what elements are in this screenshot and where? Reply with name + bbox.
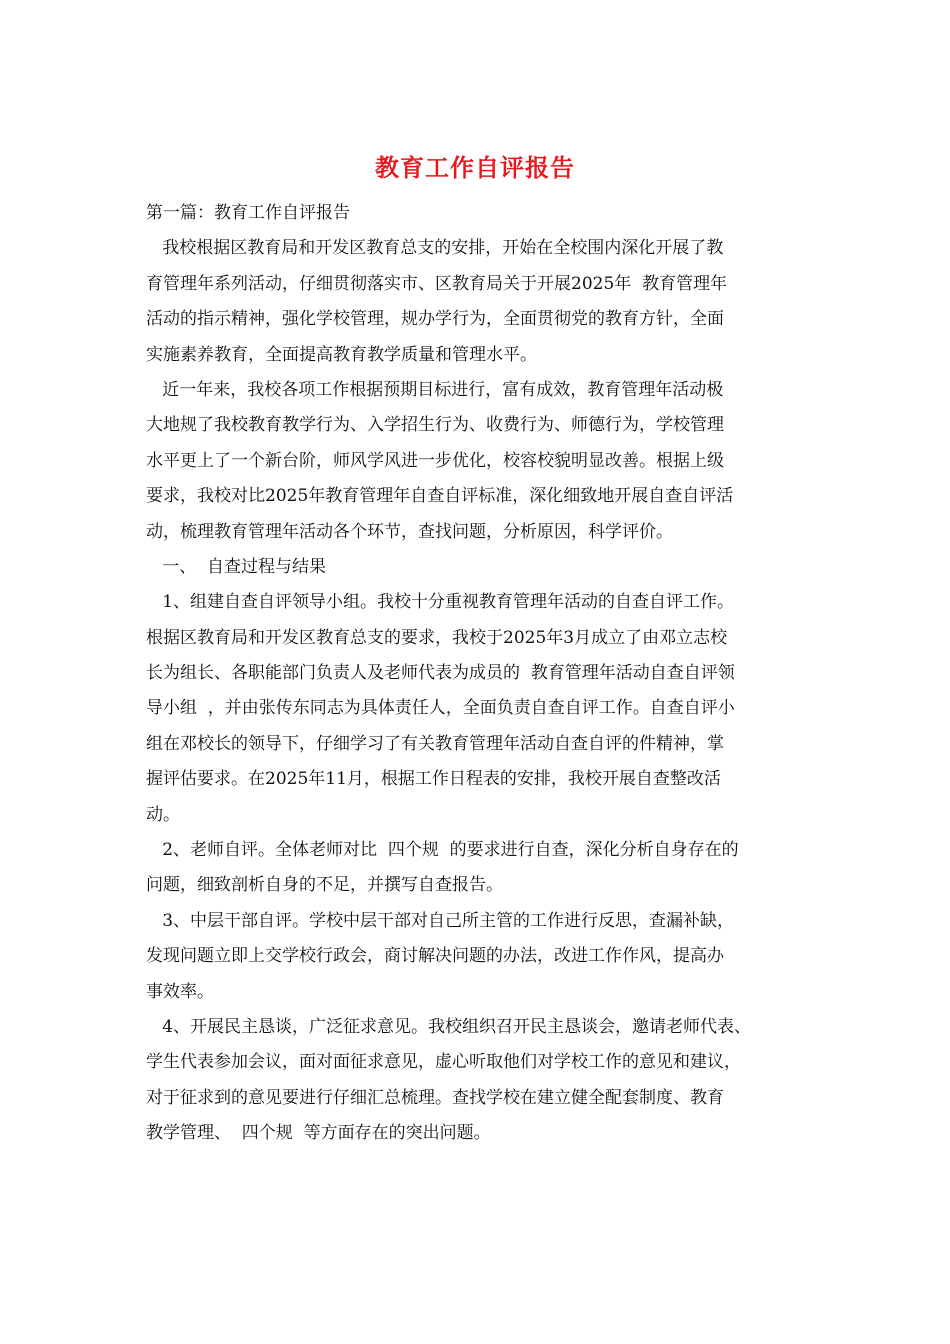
paragraph-line: 水平更上了一个新台阶，师风学风进一步优化，校容校貌明显改善。根据上级 [146,450,724,471]
paragraph-line: 组在邓校长的领导下，仔细学习了有关教育管理年活动自查自评的件精神，掌 [146,733,724,754]
paragraph-line: 教学管理、 四个规 等方面存在的突出问题。 [146,1123,491,1144]
paragraph-line: 活动的指示精神，强化学校管理，规办学行为，全面贯彻党的教育方针，全面 [146,309,724,330]
paragraph-line: 握评估要求。在2025年11月，根据工作日程表的安排，我校开展自查整改活 [146,769,721,790]
paragraph-line: 导小组 ，并由张传东同志为具体责任人，全面负责自查自评工作。自查自评小 [146,698,735,719]
paragraph-line: 发现问题立即上交学校行政会，商讨解决问题的办法，改进工作作风，提高办 [146,946,724,967]
paragraph-line: 根据区教育局和开发区教育总支的要求，我校于2025年3月成立了由邓立志校 [146,627,728,648]
paragraph-line: 动，梳理教育管理年活动各个环节，查找问题，分析原因，科学评价。 [146,521,673,542]
paragraph-line: 动。 [146,804,180,825]
paragraph-line: 我校根据区教育局和开发区教育总支的安排，开始在全校围内深化开展了教 [146,238,724,259]
paragraph-line: 要求，我校对比2025年教育管理年自查自评标准，深化细致地开展自查自评活 [146,486,734,507]
paragraph-line: 事效率。 [146,981,214,1002]
paragraph-line: 对于征求到的意见要进行仔细汇总梳理。查找学校在建立健全配套制度、教育 [146,1087,724,1108]
paragraph-line: 第一篇：教育工作自评报告 [146,203,350,223]
paragraph-line: 4、开展民主恳谈，广泛征求意见。我校组织召开民主恳谈会，邀请老师代表、 [146,1016,752,1037]
paragraph-line: 1、组建自查自评领导小组。我校十分重视教育管理年活动的自查自评工作。 [146,592,735,613]
document-body [146,196,826,1152]
paragraph-line: 实施素养教育，全面提高教育教学质量和管理水平。 [146,344,537,365]
paragraph-line: 近一年来，我校各项工作根据预期目标进行，富有成效，教育管理年活动极 [146,379,724,400]
paragraph-line: 大地规了我校教育教学行为、入学招生行为、收费行为、师德行为，学校管理 [146,415,724,436]
paragraph-line: 2、老师自评。全体老师对比 四个规 的要求进行自查，深化分析自身存在的 [146,840,739,861]
paragraph-line: 长为组长、各职能部门负责人及老师代表为成员的 教育管理年活动自查自评领 [146,663,735,684]
paragraph-line: 问题，细致剖析自身的不足，并撰写自查报告。 [146,875,503,896]
paragraph-line: 学生代表参加会议，面对面征求意见，虚心听取他们对学校工作的意见和建议， [146,1052,741,1073]
paragraph-line: 一、 自查过程与结果 [146,556,327,577]
paragraph-line: 3、中层干部自评。学校中层干部对自己所主管的工作进行反思，查漏补缺， [146,910,735,931]
document-title: 教育工作自评报告 [375,153,575,182]
paragraph-line: 育管理年系列活动，仔细贯彻落实市、区教育局关于开展2025年 教育管理年 [146,273,728,294]
